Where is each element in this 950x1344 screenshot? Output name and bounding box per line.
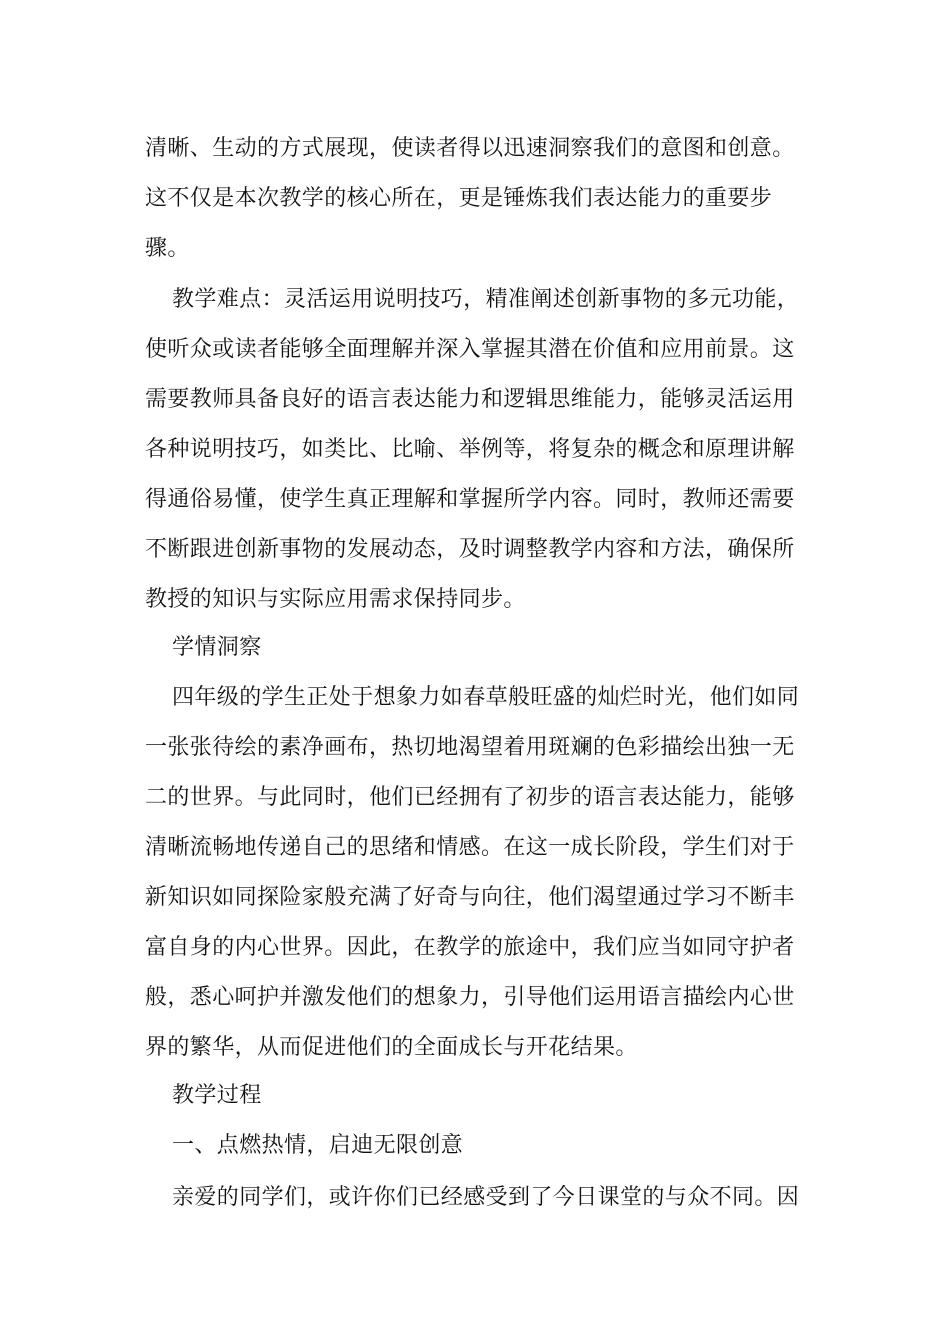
paragraph-difficulty-start: 教学难点：灵活运用说明技巧，精准阐述创新事物的多元功能， xyxy=(172,287,800,312)
text-line: 不断跟进创新事物的发展动态，及时调整教学内容和方法，确保所 xyxy=(145,537,795,562)
text-line: 界的繁华，从而促进他们的全面成长与开花结果。 xyxy=(145,1035,638,1060)
text-line: 这不仅是本次教学的核心所在，更是锤炼我们表达能力的重要步 xyxy=(145,186,773,211)
section-heading-teaching-process: 教学过程 xyxy=(172,1083,262,1108)
text-line: 清晰、生动的方式展现，使读者得以迅速洞察我们的意图和创意。 xyxy=(145,136,795,161)
paragraph-intro-start: 亲爱的同学们，或许你们已经感受到了今日课堂的与众不同。因 xyxy=(172,1185,800,1210)
text-line: 富自身的内心世界。因此，在教学的旅途中，我们应当如同守护者 xyxy=(145,935,795,960)
text-line: 各种说明技巧，如类比、比喻、举例等，将复杂的概念和原理讲解 xyxy=(145,437,795,462)
paragraph-learner-start: 四年级的学生正处于想象力如春草般旺盛的灿烂时光，他们如同 xyxy=(172,685,800,710)
subsection-heading-step-one: 一、点燃热情，启迪无限创意 xyxy=(172,1133,464,1158)
text-line: 二的世界。与此同时，他们已经拥有了初步的语言表达能力，能够 xyxy=(145,785,795,810)
section-heading-learner-analysis: 学情洞察 xyxy=(172,635,262,660)
text-line: 般，悉心呵护并激发他们的想象力，引导他们运用语言描绘内心世 xyxy=(145,985,795,1010)
text-line: 得通俗易懂，使学生真正理解和掌握所学内容。同时，教师还需要 xyxy=(145,487,795,512)
text-line: 一张张待绘的素净画布，热切地渴望着用斑斓的色彩描绘出独一无 xyxy=(145,735,795,760)
text-line: 骤。 xyxy=(145,236,190,261)
text-line: 使听众或读者能够全面理解并深入掌握其潜在价值和应用前景。这 xyxy=(145,337,795,362)
text-line: 新知识如同探险家般充满了好奇与向往，他们渴望通过学习不断丰 xyxy=(145,885,795,910)
text-line: 清晰流畅地传递自己的思绪和情感。在这一成长阶段，学生们对于 xyxy=(145,835,795,860)
text-line: 教授的知识与实际应用需求保持同步。 xyxy=(145,587,526,612)
text-line: 需要教师具备良好的语言表达能力和逻辑思维能力，能够灵活运用 xyxy=(145,387,795,412)
